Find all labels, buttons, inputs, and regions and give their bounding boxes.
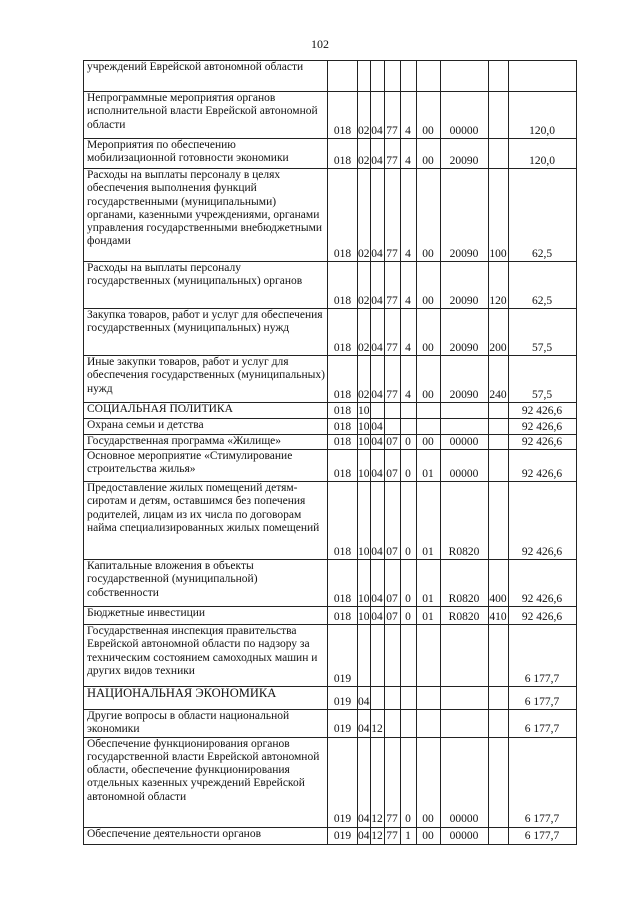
cell-grbs: 019 (328, 827, 358, 844)
cell-t2 (400, 710, 416, 738)
cell-pr: 04 (370, 607, 384, 625)
table-row (84, 737, 577, 827)
cell-rz: 04 (358, 687, 371, 710)
cell-t2: 1 (400, 827, 416, 844)
cell-vr (488, 435, 508, 450)
cell-name: Иные закупки товаров, работ и услуг для обеспечения государственных (муниципальных) нужд (84, 356, 328, 403)
cell-grbs: 018 (328, 403, 358, 419)
cell-t4: 00000 (440, 450, 488, 482)
cell-name: Капитальные вложения в объекты государственной (муниципальной) собственности (84, 560, 328, 607)
cell-sum: 92 426,6 (508, 403, 576, 419)
cell-vr: 410 (488, 607, 508, 625)
cell-vr (488, 419, 508, 435)
cell-name: Охрана семьи и детства (84, 419, 328, 435)
cell-rz: 10 (358, 403, 371, 419)
cell-rz (358, 61, 371, 92)
cell-t1: 77 (384, 737, 400, 827)
budget-table (83, 60, 577, 845)
cell-pr: 04 (370, 419, 384, 435)
cell-grbs: 018 (328, 419, 358, 435)
cell-t4: 00000 (440, 92, 488, 139)
cell-pr: 04 (370, 92, 384, 139)
cell-rz: 10 (358, 450, 371, 482)
table-row (84, 169, 577, 262)
cell-t4: 20090 (440, 139, 488, 169)
table-row (84, 309, 577, 356)
cell-pr: 04 (370, 482, 384, 560)
cell-vr (488, 482, 508, 560)
table-row (84, 625, 577, 687)
cell-t1 (384, 625, 400, 687)
cell-t4 (440, 61, 488, 92)
cell-t3: 00 (416, 827, 440, 844)
cell-t2 (400, 419, 416, 435)
cell-t1: 77 (384, 169, 400, 262)
cell-sum: 62,5 (508, 169, 576, 262)
cell-sum: 57,5 (508, 356, 576, 403)
cell-name: Предоставление жилых помещений детям-сиротам и детям, оставшимся без попечения родителей, лицам из их числа по договорам найма специализированных жилых помещений (84, 482, 328, 560)
cell-grbs: 018 (328, 356, 358, 403)
cell-t3: 00 (416, 435, 440, 450)
cell-sum: 92 426,6 (508, 607, 576, 625)
cell-pr: 04 (370, 169, 384, 262)
cell-vr (488, 737, 508, 827)
cell-pr: 04 (370, 450, 384, 482)
cell-sum: 6 177,7 (508, 710, 576, 738)
cell-grbs: 018 (328, 450, 358, 482)
cell-t4: 20090 (440, 309, 488, 356)
cell-name: НАЦИОНАЛЬНАЯ ЭКОНОМИКА (84, 687, 328, 710)
cell-vr (488, 92, 508, 139)
cell-t3 (416, 61, 440, 92)
cell-t4 (440, 419, 488, 435)
cell-sum: 120,0 (508, 139, 576, 169)
cell-pr: 12 (370, 737, 384, 827)
cell-t3 (416, 403, 440, 419)
cell-t1 (384, 419, 400, 435)
cell-name: Обеспечение деятельности органов (84, 827, 328, 844)
cell-t1: 77 (384, 827, 400, 844)
cell-rz: 10 (358, 482, 371, 560)
cell-t1: 77 (384, 262, 400, 309)
cell-name: Государственная программа «Жилище» (84, 435, 328, 450)
cell-t3: 01 (416, 450, 440, 482)
cell-pr: 12 (370, 827, 384, 844)
cell-grbs: 019 (328, 710, 358, 738)
cell-sum: 92 426,6 (508, 560, 576, 607)
cell-sum: 92 426,6 (508, 482, 576, 560)
cell-rz: 04 (358, 827, 371, 844)
cell-grbs: 018 (328, 309, 358, 356)
cell-grbs: 018 (328, 262, 358, 309)
cell-grbs: 018 (328, 435, 358, 450)
cell-t3: 00 (416, 92, 440, 139)
cell-t1: 07 (384, 560, 400, 607)
cell-pr: 04 (370, 560, 384, 607)
table-row (84, 61, 577, 92)
cell-t2 (400, 687, 416, 710)
cell-vr (488, 827, 508, 844)
cell-pr (370, 403, 384, 419)
cell-t2: 0 (400, 607, 416, 625)
cell-name: Обеспечение функционирования органов государственной власти Еврейской автономной области, обеспечение функционирования отдельных казенных учреждений Еврейской автономной области (84, 737, 328, 827)
cell-pr (370, 625, 384, 687)
cell-t1: 77 (384, 139, 400, 169)
cell-t3 (416, 687, 440, 710)
cell-t1 (384, 61, 400, 92)
cell-name: Основное мероприятие «Стимулирование строительства жилья» (84, 450, 328, 482)
cell-t3 (416, 419, 440, 435)
cell-t3 (416, 625, 440, 687)
cell-rz: 10 (358, 419, 371, 435)
cell-vr (488, 687, 508, 710)
cell-t2: 4 (400, 356, 416, 403)
table-row (84, 827, 577, 844)
cell-grbs: 019 (328, 737, 358, 827)
table-row (84, 450, 577, 482)
cell-t2: 4 (400, 262, 416, 309)
table-row (84, 710, 577, 738)
cell-t4: 00000 (440, 435, 488, 450)
cell-grbs: 019 (328, 687, 358, 710)
cell-sum: 6 177,7 (508, 625, 576, 687)
cell-t4 (440, 403, 488, 419)
cell-t4: R0820 (440, 607, 488, 625)
cell-t2: 4 (400, 169, 416, 262)
cell-name: Другие вопросы в области национальной экономики (84, 710, 328, 738)
cell-name: Расходы на выплаты персоналу в целях обеспечения выполнения функций государственными (муниципальными) органами, казенными учреждениями, органами управления государственными внебюджетными фондами (84, 169, 328, 262)
cell-t4: 00000 (440, 827, 488, 844)
cell-t2 (400, 403, 416, 419)
cell-t1 (384, 710, 400, 738)
cell-rz: 02 (358, 262, 371, 309)
cell-rz: 02 (358, 139, 371, 169)
cell-vr: 200 (488, 309, 508, 356)
table-row (84, 139, 577, 169)
cell-sum: 92 426,6 (508, 450, 576, 482)
cell-t3 (416, 710, 440, 738)
cell-pr: 04 (370, 356, 384, 403)
cell-rz: 04 (358, 737, 371, 827)
cell-t4: R0820 (440, 482, 488, 560)
table-row (84, 356, 577, 403)
cell-pr: 04 (371, 435, 383, 448)
cell-t2: 4 (400, 309, 416, 356)
cell-sum: 120,0 (508, 92, 576, 139)
cell-t3: 00 (416, 309, 440, 356)
cell-t2: 4 (400, 139, 416, 169)
cell-t4 (440, 710, 488, 738)
cell-grbs: 018 (328, 92, 358, 139)
cell-name: Бюджетные инвестиции (84, 607, 328, 625)
cell-name: Мероприятия по обеспечению мобилизационной готовности экономики (84, 139, 328, 169)
cell-t1 (384, 403, 400, 419)
cell-vr (488, 625, 508, 687)
page-number: 102 (311, 37, 329, 51)
cell-pr: 04 (370, 139, 384, 169)
cell-grbs: 019 (328, 625, 358, 687)
cell-rz: 02 (358, 356, 371, 403)
cell-t3: 00 (416, 169, 440, 262)
cell-vr: 100 (488, 169, 508, 262)
cell-pr: 04 (370, 309, 384, 356)
cell-sum: 6 177,7 (508, 827, 576, 844)
cell-t1: 77 (384, 356, 400, 403)
cell-name: Закупка товаров, работ и услуг для обеспечения государственных (муниципальных) нужд (84, 309, 328, 356)
cell-sum: 92 426,6 (508, 419, 576, 435)
cell-rz: 10 (358, 560, 371, 607)
table-row (84, 262, 577, 309)
cell-t2: 0 (400, 435, 416, 450)
cell-rz: 04 (358, 710, 371, 738)
cell-t1: 07 (384, 607, 400, 625)
table-row (84, 607, 577, 625)
cell-pr: 12 (370, 710, 384, 738)
cell-t2: 0 (400, 450, 416, 482)
cell-t4: R0820 (440, 560, 488, 607)
cell-t3: 01 (416, 560, 440, 607)
cell-vr (488, 139, 508, 169)
cell-t2 (400, 61, 416, 92)
cell-grbs: 018 (328, 139, 358, 169)
cell-vr: 400 (488, 560, 508, 607)
cell-t3: 00 (416, 139, 440, 169)
cell-t1: 77 (384, 92, 400, 139)
cell-grbs (328, 61, 358, 92)
table-row (84, 482, 577, 560)
cell-t3: 00 (416, 356, 440, 403)
cell-t2: 4 (400, 92, 416, 139)
cell-t3: 00 (416, 262, 440, 309)
cell-t1: 07 (384, 482, 400, 560)
cell-t2: 0 (400, 737, 416, 827)
cell-rz (358, 625, 371, 687)
cell-name: Непрограммные мероприятия органов исполнительной власти Еврейской автономной области (84, 92, 328, 139)
cell-t2 (400, 625, 416, 687)
cell-vr: 240 (488, 356, 508, 403)
cell-vr (488, 710, 508, 738)
cell-t3: 00 (416, 737, 440, 827)
cell-rz: 02 (358, 169, 371, 262)
cell-t4: 20090 (440, 356, 488, 403)
cell-grbs: 018 (328, 560, 358, 607)
cell-pr (370, 61, 384, 92)
cell-sum: 92 426,6 (508, 435, 576, 450)
cell-t2: 0 (400, 560, 416, 607)
cell-t4 (440, 687, 488, 710)
cell-t1: 77 (384, 309, 400, 356)
cell-t1: 07 (384, 450, 400, 482)
table-row (84, 92, 577, 139)
table-row (84, 435, 577, 450)
cell-t3: 01 (416, 607, 440, 625)
cell-grbs: 018 (328, 169, 358, 262)
cell-vr (488, 403, 508, 419)
cell-name: Расходы на выплаты персоналу государственных (муниципальных) органов (84, 262, 328, 309)
cell-t4: 00000 (440, 737, 488, 827)
cell-t1 (384, 687, 400, 710)
cell-pr: 04 (370, 262, 384, 309)
table-row (84, 419, 577, 435)
cell-grbs: 018 (328, 482, 358, 560)
cell-vr: 120 (488, 262, 508, 309)
cell-t2: 0 (400, 482, 416, 560)
cell-vr (488, 450, 508, 482)
table-row (84, 560, 577, 607)
cell-t4 (440, 625, 488, 687)
budget-table-body (84, 61, 577, 845)
cell-name: Государственная инспекция правительства Еврейской автономной области по надзору за техническим состоянием самоходных машин и других видов техники (84, 625, 328, 687)
cell-vr (488, 61, 508, 92)
table-row (84, 403, 577, 419)
cell-t4: 20090 (440, 262, 488, 309)
cell-t4: 20090 (440, 169, 488, 262)
cell-pr (370, 687, 384, 710)
cell-sum: 57,5 (508, 309, 576, 356)
table-row (84, 687, 577, 710)
cell-rz: 10 (358, 607, 371, 625)
cell-sum: 6 177,7 (508, 687, 576, 710)
cell-sum: 6 177,7 (508, 737, 576, 827)
cell-rz: 10 (358, 435, 370, 448)
cell-name: СОЦИАЛЬНАЯ ПОЛИТИКА (84, 403, 328, 419)
cell-t1: 07 (384, 435, 400, 450)
cell-t3: 01 (416, 482, 440, 560)
cell-rz: 02 (358, 309, 371, 356)
cell-sum: 62,5 (508, 262, 576, 309)
cell-rz: 02 (358, 92, 371, 139)
cell-sum (508, 61, 576, 92)
cell-grbs: 018 (328, 607, 358, 625)
cell-name: учреждений Еврейской автономной области (84, 61, 328, 92)
